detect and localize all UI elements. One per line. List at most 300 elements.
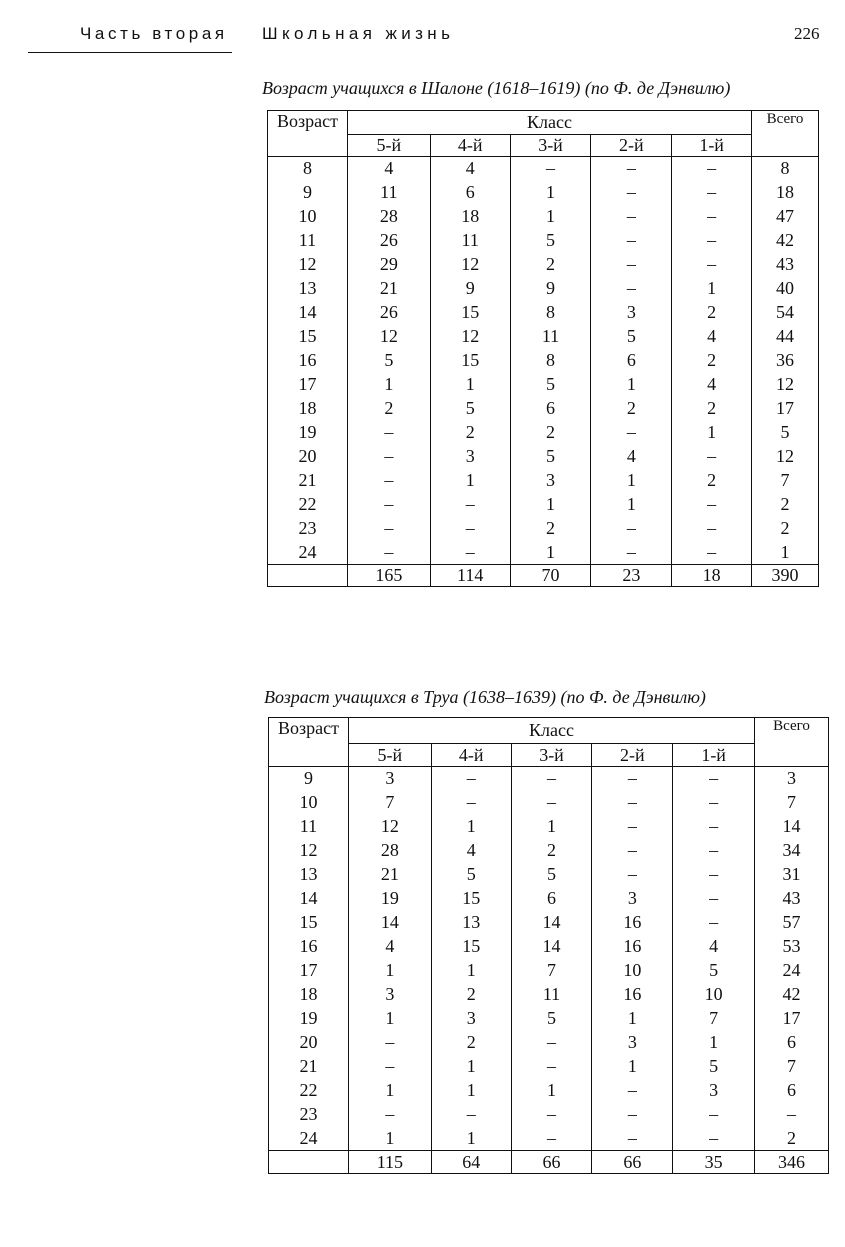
table-row [268,325,819,349]
count-cell: – [430,493,510,517]
count-cell: 4 [431,839,511,863]
total-cell: 47 [752,205,819,229]
table-row [268,301,819,325]
total-cell: 42 [752,229,819,253]
count-cell: – [672,493,752,517]
count-cell: 1 [431,1079,511,1103]
total-cell: 2 [752,517,819,541]
table-row [269,815,829,839]
age-cell: 22 [268,493,348,517]
age-cell: 23 [268,517,348,541]
count-cell: 2 [672,397,752,421]
count-cell: 1 [672,421,752,445]
age-table-chalons [267,110,819,587]
count-cell: 6 [430,181,510,205]
count-cell: 1 [510,541,591,565]
sum-cell: 114 [430,565,510,587]
age-cell: 17 [269,959,349,983]
count-cell: 29 [347,253,430,277]
table-row [268,397,819,421]
age-cell: 24 [269,1127,349,1151]
count-cell: 4 [591,445,672,469]
table-row [268,253,819,277]
table-row [268,517,819,541]
column-header-age: Возраст [268,111,348,157]
age-cell: 18 [268,397,348,421]
table-caption-chalons: Возраст учащихся в Шалоне (1618–1619) (по Ф. де Дэнвилю) [262,78,731,98]
count-cell: 15 [430,301,510,325]
count-cell: – [511,1127,592,1151]
total-cell: 54 [752,301,819,325]
age-cell: 14 [269,887,349,911]
sum-cell: 66 [511,1151,592,1174]
total-cell: 6 [755,1031,829,1055]
count-cell: – [672,181,752,205]
age-cell: 10 [269,791,349,815]
count-cell: 2 [510,421,591,445]
count-cell: – [591,157,672,181]
count-cell: 11 [511,983,592,1007]
count-cell: 1 [510,181,591,205]
count-cell: – [511,791,592,815]
column-header-class: Класс [347,111,751,135]
count-cell: 4 [430,157,510,181]
count-cell: 16 [592,983,673,1007]
count-cell: 1 [591,373,672,397]
total-cell: 8 [752,157,819,181]
age-cell: 20 [269,1031,349,1055]
age-cell: 18 [269,983,349,1007]
age-cell: 24 [268,541,348,565]
sum-cell: 165 [347,565,430,587]
count-cell: – [511,1103,592,1127]
total-cell: 18 [752,181,819,205]
count-cell: 14 [511,935,592,959]
count-cell: 2 [591,397,672,421]
table-row [268,277,819,301]
column-header-age: Возраст [269,718,349,767]
count-cell: 26 [347,301,430,325]
count-cell: 2 [430,421,510,445]
total-cell: 12 [752,373,819,397]
count-cell: – [510,157,591,181]
count-cell: – [431,767,511,791]
count-cell: – [673,911,755,935]
count-cell: – [592,1103,673,1127]
count-cell: – [672,229,752,253]
count-cell: 16 [592,911,673,935]
age-cell: 13 [269,863,349,887]
sum-cell: 64 [431,1151,511,1174]
count-cell: 5 [510,229,591,253]
count-cell: 12 [430,325,510,349]
class-header-row [269,744,829,767]
sum-row [269,1151,829,1174]
count-cell: 1 [673,1031,755,1055]
table-row [269,791,829,815]
count-cell: 9 [430,277,510,301]
age-cell: 9 [268,181,348,205]
count-cell: 14 [511,911,592,935]
count-cell: 1 [431,815,511,839]
count-cell: – [591,181,672,205]
sum-cell: 70 [510,565,591,587]
total-cell: 1 [752,541,819,565]
count-cell: 2 [672,469,752,493]
total-cell: – [755,1103,829,1127]
table-row [269,863,829,887]
class-header-row [268,135,819,157]
count-cell: 5 [431,863,511,887]
count-cell: – [511,767,592,791]
count-cell: 1 [672,277,752,301]
count-cell: 3 [510,469,591,493]
table-row [269,767,829,791]
table-row [269,935,829,959]
count-cell: 12 [347,325,430,349]
count-cell: 7 [673,1007,755,1031]
count-cell: – [672,517,752,541]
count-cell: 2 [431,983,511,1007]
sum-cell: 35 [673,1151,755,1174]
count-cell: – [348,1031,431,1055]
count-cell: – [592,863,673,887]
count-cell: 1 [511,815,592,839]
sum-cell: 23 [591,565,672,587]
count-cell: 5 [511,863,592,887]
count-cell: 15 [431,887,511,911]
count-cell: 5 [510,445,591,469]
count-cell: – [511,1031,592,1055]
table-row [268,157,819,181]
age-cell: 11 [268,229,348,253]
age-cell: 19 [269,1007,349,1031]
total-cell: 43 [752,253,819,277]
count-cell: 5 [430,397,510,421]
header-rule [28,52,232,53]
table-row [269,983,829,1007]
table-row [269,1079,829,1103]
count-cell: – [673,887,755,911]
count-cell: – [347,493,430,517]
count-cell: 6 [591,349,672,373]
count-cell: 10 [592,959,673,983]
grand-total-cell: 346 [755,1151,829,1174]
class-header: 1-й [672,135,752,157]
age-cell: 17 [268,373,348,397]
class-header: 5-й [348,744,431,767]
table-row [268,541,819,565]
total-cell: 57 [755,911,829,935]
count-cell: 3 [348,983,431,1007]
total-cell: 44 [752,325,819,349]
count-cell: – [511,1055,592,1079]
count-cell: – [431,791,511,815]
table-row [269,959,829,983]
count-cell: – [673,767,755,791]
class-header: 3-й [511,744,592,767]
count-cell: 5 [511,1007,592,1031]
count-cell: 10 [673,983,755,1007]
count-cell: 1 [430,373,510,397]
table-row [269,1103,829,1127]
count-cell: – [592,767,673,791]
age-table-troyes [268,717,829,1174]
total-cell: 7 [752,469,819,493]
table-row [268,373,819,397]
chapter-title: Школьная жизнь [262,24,455,43]
count-cell: 28 [348,839,431,863]
count-cell: – [591,517,672,541]
total-cell: 6 [755,1079,829,1103]
total-cell: 53 [755,935,829,959]
column-header-total: Всего [752,111,819,157]
age-cell: 22 [269,1079,349,1103]
count-cell: 1 [347,373,430,397]
count-cell: 2 [347,397,430,421]
total-cell: 2 [752,493,819,517]
age-cell: 12 [269,839,349,863]
count-cell: 2 [511,839,592,863]
count-cell: – [591,541,672,565]
page-number: 226 [794,24,820,43]
count-cell: 1 [591,493,672,517]
table-caption-troyes: Возраст учащихся в Труа (1638–1639) (по Ф. де Дэнвилю) [264,687,706,707]
count-cell: 7 [348,791,431,815]
table-row [269,1007,829,1031]
count-cell: 5 [510,373,591,397]
age-cell: 21 [269,1055,349,1079]
count-cell: 3 [591,301,672,325]
age-cell: 9 [269,767,349,791]
count-cell: – [430,541,510,565]
count-cell: 1 [431,1055,511,1079]
header-row [268,111,819,135]
table-row [269,911,829,935]
count-cell: – [672,253,752,277]
count-cell: 16 [592,935,673,959]
total-cell: 5 [752,421,819,445]
sum-cell: 66 [592,1151,673,1174]
count-cell: – [672,445,752,469]
count-cell: 8 [510,301,591,325]
class-header: 4-й [431,744,511,767]
table-row [268,181,819,205]
count-cell: 15 [431,935,511,959]
class-header: 2-й [592,744,673,767]
count-cell: 1 [431,959,511,983]
table-row [269,887,829,911]
table-row [268,469,819,493]
count-cell: – [673,1127,755,1151]
count-cell: – [592,839,673,863]
count-cell: – [592,1079,673,1103]
count-cell: 2 [672,301,752,325]
count-cell: 2 [672,349,752,373]
count-cell: 4 [347,157,430,181]
count-cell: – [347,517,430,541]
class-header: 2-й [591,135,672,157]
count-cell: 1 [591,469,672,493]
count-cell: 11 [430,229,510,253]
count-cell: 3 [348,767,431,791]
count-cell: – [673,815,755,839]
age-cell: 12 [268,253,348,277]
count-cell: 11 [347,181,430,205]
age-cell: 16 [269,935,349,959]
total-cell: 7 [755,1055,829,1079]
count-cell: 3 [592,1031,673,1055]
age-cell: 8 [268,157,348,181]
count-cell: 11 [510,325,591,349]
count-cell: – [591,277,672,301]
count-cell: – [673,1103,755,1127]
count-cell: 1 [592,1007,673,1031]
count-cell: 19 [348,887,431,911]
total-cell: 14 [755,815,829,839]
total-cell: 12 [752,445,819,469]
count-cell: 21 [347,277,430,301]
count-cell: 1 [511,1079,592,1103]
table-row [268,493,819,517]
count-cell: 18 [430,205,510,229]
age-cell: 15 [268,325,348,349]
count-cell: 1 [510,493,591,517]
running-header [0,0,845,60]
total-cell: 24 [755,959,829,983]
sum-cell: 115 [348,1151,431,1174]
count-cell: 4 [672,373,752,397]
total-cell: 31 [755,863,829,887]
count-cell: 2 [510,517,591,541]
table-row [268,349,819,373]
age-cell: 10 [268,205,348,229]
count-cell: 28 [347,205,430,229]
age-cell: 14 [268,301,348,325]
count-cell: 1 [430,469,510,493]
total-cell: 3 [755,767,829,791]
table-row [269,839,829,863]
count-cell: 1 [348,959,431,983]
count-cell: 15 [430,349,510,373]
age-cell: 13 [268,277,348,301]
count-cell: 12 [430,253,510,277]
count-cell: – [591,253,672,277]
part-title: Часть вторая [80,24,228,43]
class-header: 3-й [510,135,591,157]
sum-label-cell [269,1151,349,1174]
table-row [268,445,819,469]
count-cell: – [672,541,752,565]
count-cell: 2 [431,1031,511,1055]
class-header: 5-й [347,135,430,157]
count-cell: – [592,815,673,839]
count-cell: 5 [347,349,430,373]
total-cell: 2 [755,1127,829,1151]
count-cell: – [348,1103,431,1127]
sum-row [268,565,819,587]
total-cell: 40 [752,277,819,301]
count-cell: 6 [511,887,592,911]
sum-label-cell [268,565,348,587]
count-cell: 3 [431,1007,511,1031]
count-cell: 1 [431,1127,511,1151]
count-cell: 5 [591,325,672,349]
column-header-total: Всего [755,718,829,767]
count-cell: 26 [347,229,430,253]
count-cell: – [348,1055,431,1079]
age-cell: 23 [269,1103,349,1127]
table-row [268,421,819,445]
count-cell: 9 [510,277,591,301]
total-cell: 43 [755,887,829,911]
age-cell: 21 [268,469,348,493]
count-cell: – [592,791,673,815]
count-cell: 6 [510,397,591,421]
count-cell: – [347,541,430,565]
class-header: 4-й [430,135,510,157]
header-row [269,718,829,744]
grand-total-cell: 390 [752,565,819,587]
count-cell: 13 [431,911,511,935]
count-cell: 2 [510,253,591,277]
count-cell: 3 [430,445,510,469]
count-cell: 4 [672,325,752,349]
count-cell: – [673,863,755,887]
age-cell: 16 [268,349,348,373]
count-cell: 14 [348,911,431,935]
total-cell: 36 [752,349,819,373]
total-cell: 17 [752,397,819,421]
age-cell: 20 [268,445,348,469]
count-cell: – [591,205,672,229]
count-cell: 8 [510,349,591,373]
count-cell: 1 [348,1079,431,1103]
count-cell: – [591,229,672,253]
count-cell: 1 [348,1127,431,1151]
count-cell: – [347,421,430,445]
age-cell: 15 [269,911,349,935]
table-row [268,205,819,229]
count-cell: 3 [673,1079,755,1103]
count-cell: 4 [673,935,755,959]
count-cell: 1 [510,205,591,229]
count-cell: – [673,791,755,815]
count-cell: 1 [592,1055,673,1079]
total-cell: 17 [755,1007,829,1031]
count-cell: 12 [348,815,431,839]
count-cell: 3 [592,887,673,911]
table-row [269,1127,829,1151]
column-header-class: Класс [348,718,754,744]
count-cell: 5 [673,1055,755,1079]
count-cell: – [592,1127,673,1151]
count-cell: 1 [348,1007,431,1031]
count-cell: – [431,1103,511,1127]
count-cell: – [673,839,755,863]
sum-cell: 18 [672,565,752,587]
count-cell: 7 [511,959,592,983]
count-cell: – [347,469,430,493]
count-cell: – [672,157,752,181]
table-row [269,1031,829,1055]
table-row [269,1055,829,1079]
age-cell: 19 [268,421,348,445]
table-row [268,229,819,253]
total-cell: 42 [755,983,829,1007]
age-cell: 11 [269,815,349,839]
count-cell: 4 [348,935,431,959]
